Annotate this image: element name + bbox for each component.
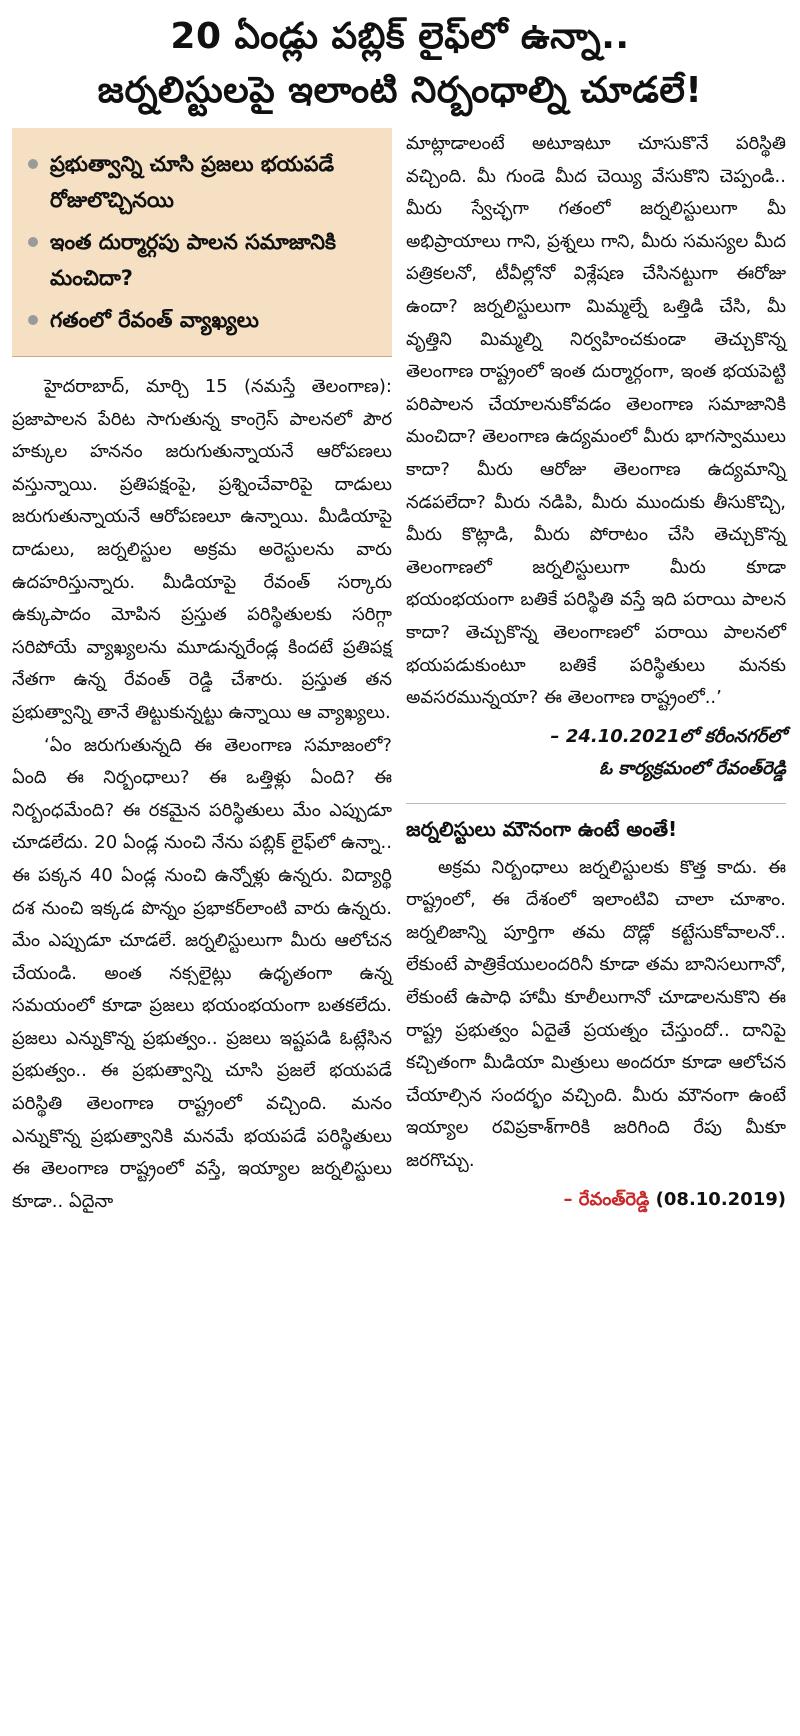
right-column [406,128,786,1218]
article-paragraph: అక్రమ నిర్బంధాలు జర్నలిస్టులకు కొత్త కాదు. ఈ రాష్ట్రంలో, ఈ దేశంలో ఇలాంటివి చాలా చూశాం. జర్నలిజాన్ని పూర్తిగా తమ దొడ్లో కట్టేసుకోవాలనో.. లేకుంటే పాత్రికేయులందరినీ కూడా తమ బానిసలుగానో, లేకుంటే ఉపాధి హామీ కూలీలుగానో చూడాలనుకొని ఈ రాష్ట్ర ప్రభుత్వం ఏదైతే ప్రయత్నం చేస్తుందో.. దానిపై కచ్చితంగా మీడియా మిత్రులు అందరూ కూడా ఆలోచన చేయాల్సిన సందర్భం వచ్చింది. మీరు మౌనంగా ఉంటే ఇయ్యాల రవిప్రకాశ్‌గారికి జరిగింది రేపు మీకూ జరగొచ్చు. [406,856,786,1172]
highlight-item [28,302,380,338]
attribution-line: – 24.10.2021లో కరీంనగర్‌లో [550,725,786,747]
highlight-item [28,146,380,218]
highlight-text: గతంలో రేవంత్ వ్యాఖ్యలు [50,308,259,332]
second-attribution [406,1184,786,1216]
headline-line-2: జర్నలిస్టులపై ఇలాంటి నిర్బంధాల్ని చూడలే! [97,70,703,111]
article-columns [12,128,788,1218]
headline [12,10,788,118]
quote-attribution [406,721,786,785]
attribution-date: (08.10.2019) [655,1188,786,1210]
highlights-box [12,128,392,357]
subheading: జర్నలిస్టులు మౌనంగా ఉంటే అంతే! [406,803,786,846]
left-column [12,128,392,1218]
article-paragraph: హైదరాబాద్, మార్చి 15 (నమస్తే తెలంగాణ): ప్రజాపాలన పేరిట సాగుతున్న కాంగ్రెస్ పాలనలో పౌర హక్కుల హననం జరుగుతున్నాయనే ఆరోపణలు వస్తున్నాయి. ప్రతిపక్షంపై, ప్రశ్నించేవారిపై దాడులు జరుగుతున్నాయనే ఆరోపణలూ ఉన్నాయి. మీడియాపై దాడులు, జర్నలిస్టుల అక్రమ అరెస్టులను వారు ఉదహరిస్తున్నారు. మీడియాపై రేవంత్ సర్కారు ఉక్కుపాదం మోపిన ప్రస్తుత పరిస్థితులకు సరిగ్గా సరిపోయే వ్యాఖ్యలను మూడున్నరేండ్ల కిందటే ప్రతిపక్ష నేతగా ఉన్న రేవంత్ రెడ్డి చేశారు. ప్రస్తుత తన ప్రభుత్వాన్ని తానే తిట్టుకున్నట్టు ఉన్నాయి ఆ వ్యాఖ్యలు. [12,376,392,723]
attribution-line: ఓ కార్యక్రమంలో రేవంత్‌రెడ్డి [599,757,786,779]
bullet-icon [28,159,38,169]
article-paragraph: ‘ఏం జరుగుతున్నది ఈ తెలంగాణ సమాజంలో? ఏంది ఈ నిర్బంధాలు? ఈ ఒత్తిళ్లు ఏంది? ఈ నిర్బంధమేంది? ఈ రకమైన పరిస్థితులు మేం ఎప్పుడూ చూడలేదు. 20 ఏండ్ల నుంచి నేను పబ్లిక్ లైఫ్‌లో ఉన్నా.. ఈ పక్కన 40 ఏండ్ల నుంచి ఉన్నోళ్లు ఉన్నరు. విద్యార్థి దశ నుంచి ఇక్కడ పొన్నం ప్రభాకర్‌లాంటి వారు ఉన్నరు. మేం ఎప్పుడూ చూడలే. జర్నలిస్టులుగా మీరు ఆలోచన చేయండి. అంత నక్సలైట్లు ఉధృతంగా ఉన్న సమయంలో కూడా ప్రజలు భయంభయంగా బతకలేదు. ప్రజలు ఎన్నుకొన్న ప్రభుత్వం.. ప్రజలు ఇష్టపడి ఓట్లేసిన ప్రభుత్వం.. ఈ ప్రభుత్వాన్ని చూసి ప్రజలే భయపడే పరిస్థితి తెలంగాణ రాష్ట్రంలో వచ్చింది. మనం ఎన్నుకొన్న ప్రభుత్వానికి మనమే భయపడే పరిస్థితులు ఈ తెలంగాణ రాష్ట్రంలో వస్తే, ఇయ్యాల జర్నలిస్టులు కూడా.. ఏదైనా [12,734,392,1212]
highlight-text: ఇంత దుర్మార్గపు పాలన సమాజానికి మంచిదా? [50,230,336,290]
bullet-icon [28,315,38,325]
highlight-item [28,224,380,296]
article-paragraph: మాట్లాడాలంటే అటూఇటూ చూసుకొనే పరిస్థితి వచ్చింది. మీ గుండె మీద చెయ్యి వేసుకొని చెప్పండి.. మీరు స్వేచ్ఛగా గతంలో జర్నలిస్టులుగా మీ అభిప్రాయాలు గాని, ప్రశ్నలు గాని, మీరు సమస్యల మీద పత్రికలనో, టీవీల్లోనో విశ్లేషణ చేసినట్టుగా ఈరోజు ఉందా? జర్నలిస్టులుగా మిమ్మల్నే ఒత్తిడి చేసి, మీ వృత్తిని మిమ్మల్ని నిర్వహించకుండా తెచ్చుకొన్న తెలంగాణ రాష్ట్రంలో ఇంత దుర్మార్గంగా, ఇంత భయపెట్టి పరిపాలన చేయాలనుకోవడం తెలంగాణ సమాజానికి మంచిదా? తెలంగాణ ఉద్యమంలో మీరు భాగస్వాములు కాదా? మీరు ఆరోజు తెలంగాణ ఉద్యమాన్ని నడపలేదా? మీరు నడిపి, మీరు ముందుకు తీసుకొచ్చి, మీరు కొట్లాడి, మీరు పోరాటం చేసి తెచ్చుకొన్న తెలంగాణలో జర్నలిస్టులుగా మీరు కూడా భయంభయంగా బతికే పరిస్థితి వస్తే ఇది పరాయి పాలన కాదా? తెచ్చుకొన్న తెలంగాణలో పరాయి పాలనలో భయపడుకుంటూ బతికే పరిస్థితులు మనకు అవసరమున్నయా? ఈ తెలంగాణ రాష్ట్రంలో..’ [406,133,786,709]
headline-line-1: 20 ఏండ్లు పబ్లిక్ లైఫ్‌లో ఉన్నా.. [170,16,630,57]
bullet-icon [28,237,38,247]
attribution-name: – రేవంత్‌రెడ్డి [563,1188,650,1210]
highlight-text: ప్రభుత్వాన్ని చూసి ప్రజలు భయపడే రోజులొచ్చినయి [50,152,335,212]
